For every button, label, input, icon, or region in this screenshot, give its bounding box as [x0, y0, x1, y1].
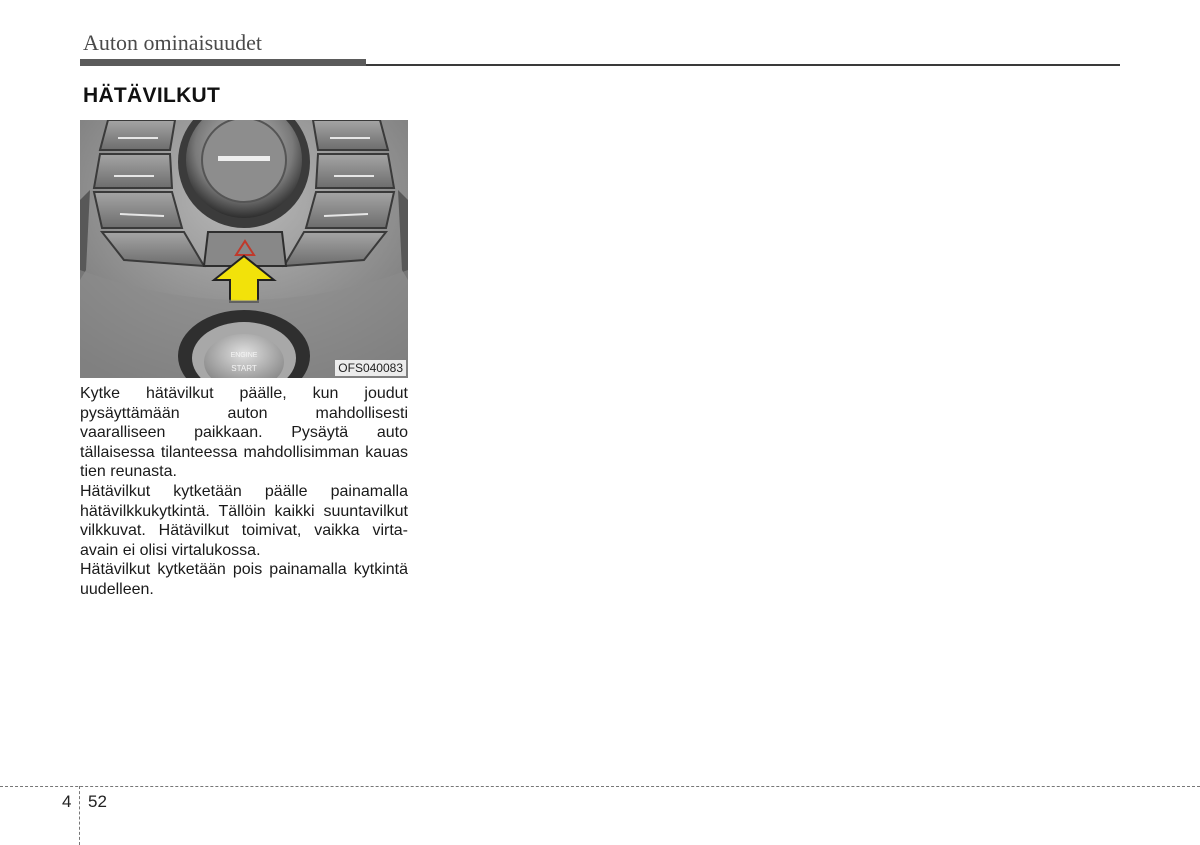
paragraph: Kytke hätävilkut päälle, kun joudut pysäyttämään auton mahdollisesti vaaralliseen paikkaan. Pysäytä auto tällaisessa tilanteessa mahdollisimman kauas tien reunasta.	[80, 385, 408, 481]
section-title: HÄTÄVILKUT	[83, 84, 221, 107]
running-header: Auton ominaisuudet	[83, 30, 263, 55]
paragraph: Hätävilkut kytketään pois painamalla kytkintä uudelleen.	[80, 561, 408, 598]
header-rule-thin	[366, 64, 1120, 66]
footer-rule	[0, 786, 1200, 787]
paragraph: Hätävilkut kytketään päälle painamalla hätävilkkukytkintä. Tällöin kaikki suuntavilkut vilkkuvat. Hätävilkut toimivat, vaikka virta-avain ei olisi virtalukossa.	[80, 482, 408, 559]
console-illustration	[80, 120, 408, 378]
header-rule-thick	[80, 59, 366, 66]
start-label-line1: ENGINE	[230, 352, 258, 359]
body-text	[80, 384, 408, 600]
figure-code: OFS040083	[335, 360, 406, 376]
hazard-switch-photo	[80, 120, 408, 378]
chapter-number: 4	[62, 792, 72, 811]
start-label-line2: START	[231, 364, 257, 373]
page-number: 52	[88, 792, 107, 811]
footer-separator	[79, 786, 80, 845]
